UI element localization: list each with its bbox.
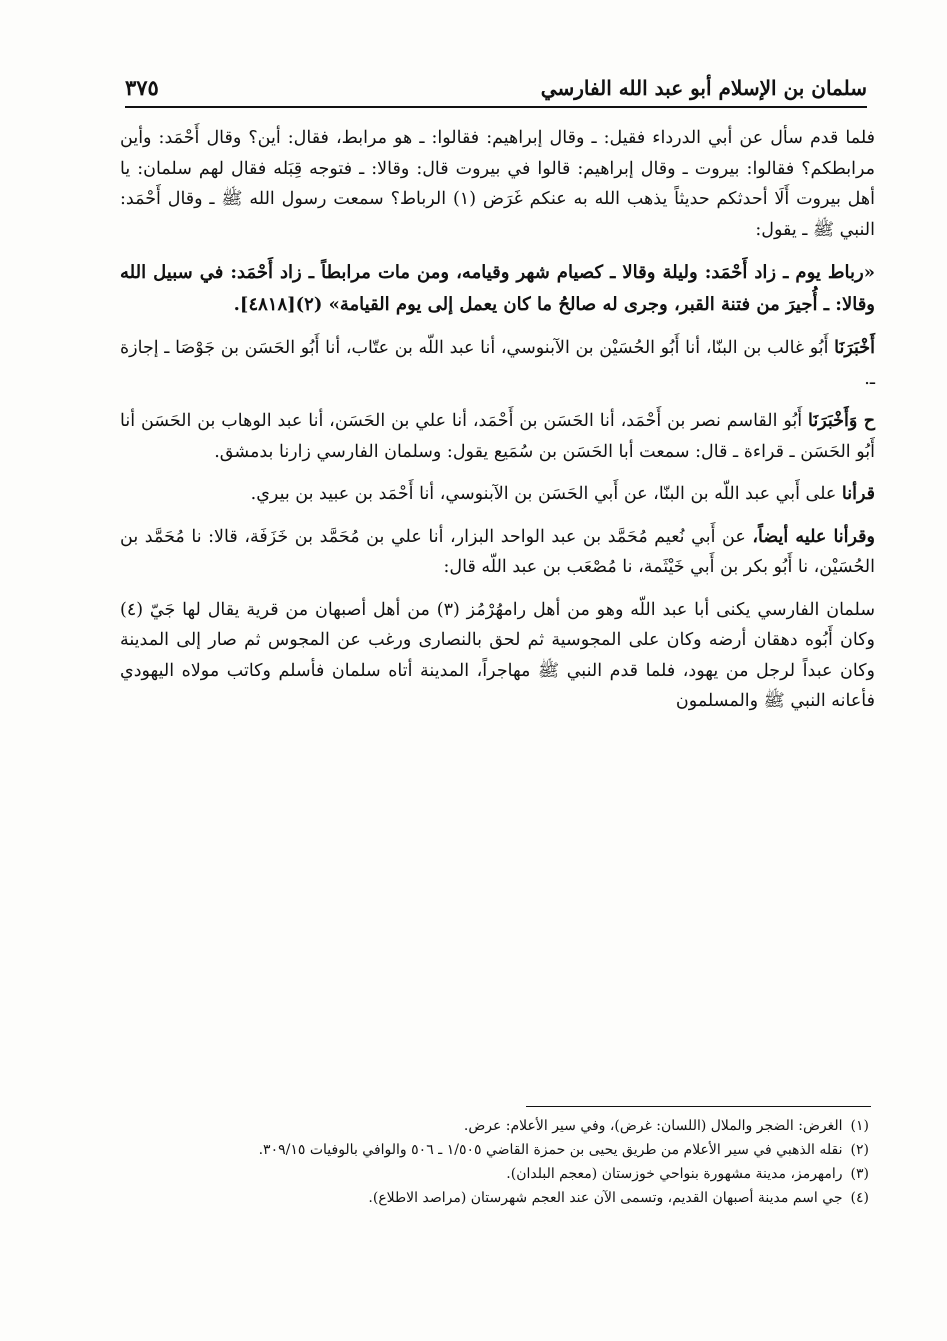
footnote-3 xyxy=(118,1162,869,1186)
footnote-text: رامهرمز، مدينة مشهورة بنواحي خوزستان (معجم البلدان). xyxy=(506,1166,843,1182)
isnad-lead: وقرأنا عليه أيضاً، xyxy=(752,526,875,547)
footnote-4 xyxy=(118,1186,869,1210)
isnad-paragraph-2 xyxy=(120,406,875,467)
footnotes xyxy=(118,1114,869,1210)
hadith-text: «رباط يوم ـ زاد أَحْمَد: وليلة وقالا ـ كصيام شهر وقيامه، ومن مات مرابطاً ـ زاد أَحْمَد: في سبيل الله وقالا: ـ أُجيرَ من فتنة القبر، وجرى له صالحُ ما كان يعمل إلى يوم القيامة» (٢)[٤٨١٨]. xyxy=(120,262,875,315)
isnad-text: أَبُو غالب بن البنّا، أنا أَبُو الحُسَيْن بن الآبنوسي، أنا عبد اللّه بن عتّاب، أنا أَبُو الحَسَن بن جَوْصَا ـ إجازة ـ. xyxy=(120,338,875,389)
isnad-lead: أَخْبَرَنَا xyxy=(834,338,875,358)
main-text xyxy=(120,123,875,717)
footnote-number: (٣) xyxy=(850,1166,869,1182)
footnote-2 xyxy=(118,1138,869,1162)
page-number: ٣٧٥ xyxy=(125,75,159,100)
isnad-text: على أَبي عبد اللّه بن البنّا، عن أَبي الحَسَن بن الآبنوسي، أنا أَحْمَد بن عبيد بن بيري. xyxy=(250,484,842,504)
footnote-number: (١) xyxy=(850,1118,869,1134)
footnote-text: جي اسم مدينة أصبهان القديم، وتسمى الآن عند العجم شهرستان (مراصد الاطلاع). xyxy=(368,1190,843,1206)
footnote-text: نقله الذهبي في سير الأعلام من طريق يحيى بن حمزة القاضي ١/٥٠٥ ـ ٥٠٦ والوافي بالوفيات ٣٠٩/١٥. xyxy=(258,1142,843,1158)
isnad-lead: قرأنا xyxy=(841,484,875,504)
running-title: سلمان بن الإسلام أبو عبد الله الفارسي xyxy=(540,76,867,100)
isnad-paragraph-1 xyxy=(120,333,875,394)
page-header xyxy=(125,58,867,108)
isnad-text: أَبُو القاسم نصر بن أَحْمَد، أنا الحَسَن بن أَحْمَد، أنا علي بن الحَسَن، أنا عبد الوهاب بن الحَسَن أنا أَبُو الحَسَن ـ قراءة ـ قال: سمعت أبا الحَسَن بن سُمَيع يقول: وسلمان الفارسي زارنا بدمشق. xyxy=(120,411,875,462)
footnote-text: الغرض: الضجر والملال (اللسان: غرض)، وفي سير الأعلام: عرض. xyxy=(463,1118,843,1134)
isnad-paragraph-3 xyxy=(120,479,875,510)
footnote-1 xyxy=(118,1114,869,1138)
footnote-divider xyxy=(526,1106,871,1107)
footnote-number: (٢) xyxy=(850,1142,869,1158)
isnad-text: عن أَبي نُعيم مُحَمَّد بن عبد الواحد البزار، أنا علي بن مُحَمَّد بن خَزَفَة، قالا: نا مُحَمَّد بن الحُسَيْن، نا أَبُو بكر بن أَبي خَيْثَمة، نا مُصْعَب بن عبد اللّه قال: xyxy=(120,526,875,577)
isnad-lead: ح وَأَخْبَرَنَا xyxy=(808,411,875,431)
biography-paragraph: سلمان الفارسي يكنى أبا عبد اللّه وهو من أهل رامهُرْمُز (٣) من أهل أصبهان من قرية يقال لها جَيّ (٤) وكان أَبُوه دهقان أرضه وكان على المجوسية ثم لحق بالنصارى ورغب عن المجوس ثم صار إلى المدينة وكان عبداً لرجل من يهود، فلما قدم النبي ﷺ مهاجراً، المدينة أتاه سلمان فأسلم وكاتب مولاه اليهودي فأعانه النبي ﷺ والمسلمون xyxy=(120,599,876,711)
paragraph-narration: فلما قدم سأل عن أبي الدرداء فقيل: ـ وقال إبراهيم: فقالوا: ـ هو مرابط، فقال: أين؟ وقال أَحْمَد: وأين مرابطكم؟ فقالوا: بيروت ـ وقال إبراهيم: قالوا في بيروت قال: وقالا: ـ فتوجه قِبَله فقال لهم سلمان: يا أهل بيروت أَلَا أحدثكم حديثاً يذهب الله به عنكم غَرَض (١) الرباط؟ سمعت رسول الله ﷺ ـ وقال أَحْمَد: النبي ﷺ ـ يقول: xyxy=(120,128,876,240)
isnad-paragraph-4 xyxy=(120,522,875,583)
footnote-number: (٤) xyxy=(850,1190,869,1206)
